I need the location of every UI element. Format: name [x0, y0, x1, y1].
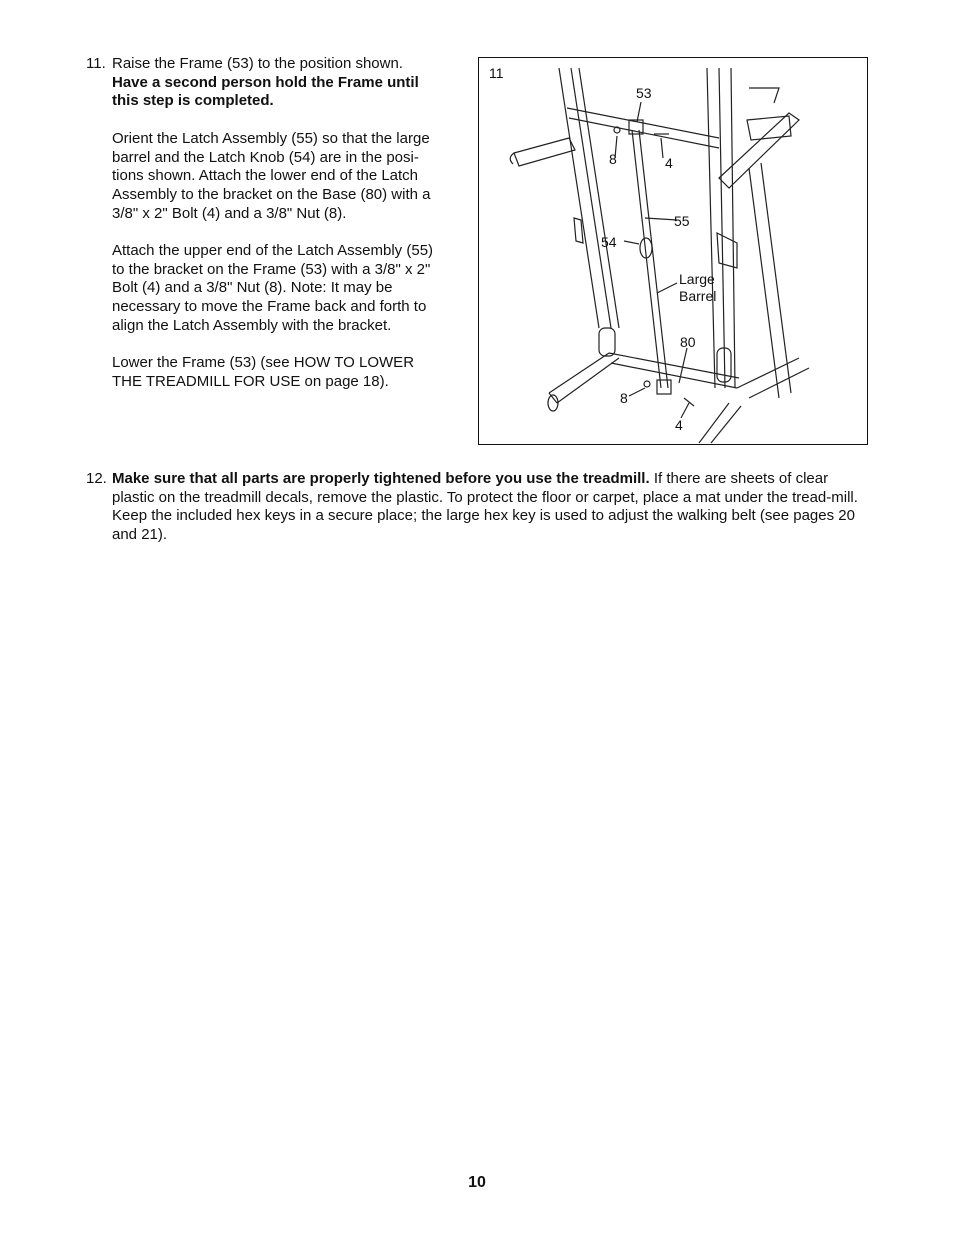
callout-54: 54: [601, 234, 617, 250]
figure-11: [478, 57, 868, 445]
step-12-text: [112, 470, 862, 545]
step-11-number: 11.: [86, 55, 106, 72]
step-11-warning: [112, 74, 447, 111]
step-11-line1: Raise the Frame (53) to the position shown.: [112, 55, 403, 72]
callout-80: 80: [680, 334, 696, 350]
step-12-number: 12.: [86, 470, 107, 487]
callout-4-bottom: 4: [675, 417, 683, 433]
step-12-bold: Make sure that all parts are properly tightened before you use the treadmill.: [112, 470, 650, 487]
treadmill-illustration: [479, 58, 869, 446]
step-11-warning-bold: Have a second person hold the Frame until this step is completed.: [112, 73, 419, 110]
callout-53: 53: [636, 85, 652, 101]
callout-8-top: 8: [609, 151, 617, 167]
step-11-para4: Lower the Frame (53) (see HOW TO LOWER THE TREADMILL FOR USE on page 18).: [112, 354, 415, 390]
callout-8-bottom: 8: [620, 390, 628, 406]
callout-barrel: Barrel: [679, 288, 717, 304]
page-number: 10: [468, 1174, 486, 1191]
callout-large: Large: [679, 271, 715, 287]
callout-4-top: 4: [665, 155, 673, 171]
step-12-body: If there are sheets of clear plastic on the treadmill decals, remove the plastic. To protect the floor or carpet, place a mat under the tread-mill. Keep the included hex keys in a secure place; the large hex key is used to adjust the walking belt (see pages 20 and 21).: [112, 470, 858, 544]
step-11-text: [112, 55, 447, 392]
callout-55: 55: [674, 213, 690, 229]
step-11-para2: Orient the Latch Assembly (55) so that the large barrel and the Latch Knob (54) are in the posi-tions shown. Attach the lower end of the Latch Assembly to the bracket on the Base (80) with a 3/8" x 2" Bolt (4) and a 3/8" Nut (8).: [112, 129, 431, 222]
figure-step-label: 11: [489, 65, 504, 81]
step-11-para3: Attach the upper end of the Latch Assembly (55) to the bracket on the Frame (53) with a 3/8" x 2" Bolt (4) and a 3/8" Nut (8). Note: It may be necessary to move the Frame back and forth to align the Latch Assembly with the bracket.: [112, 242, 434, 334]
